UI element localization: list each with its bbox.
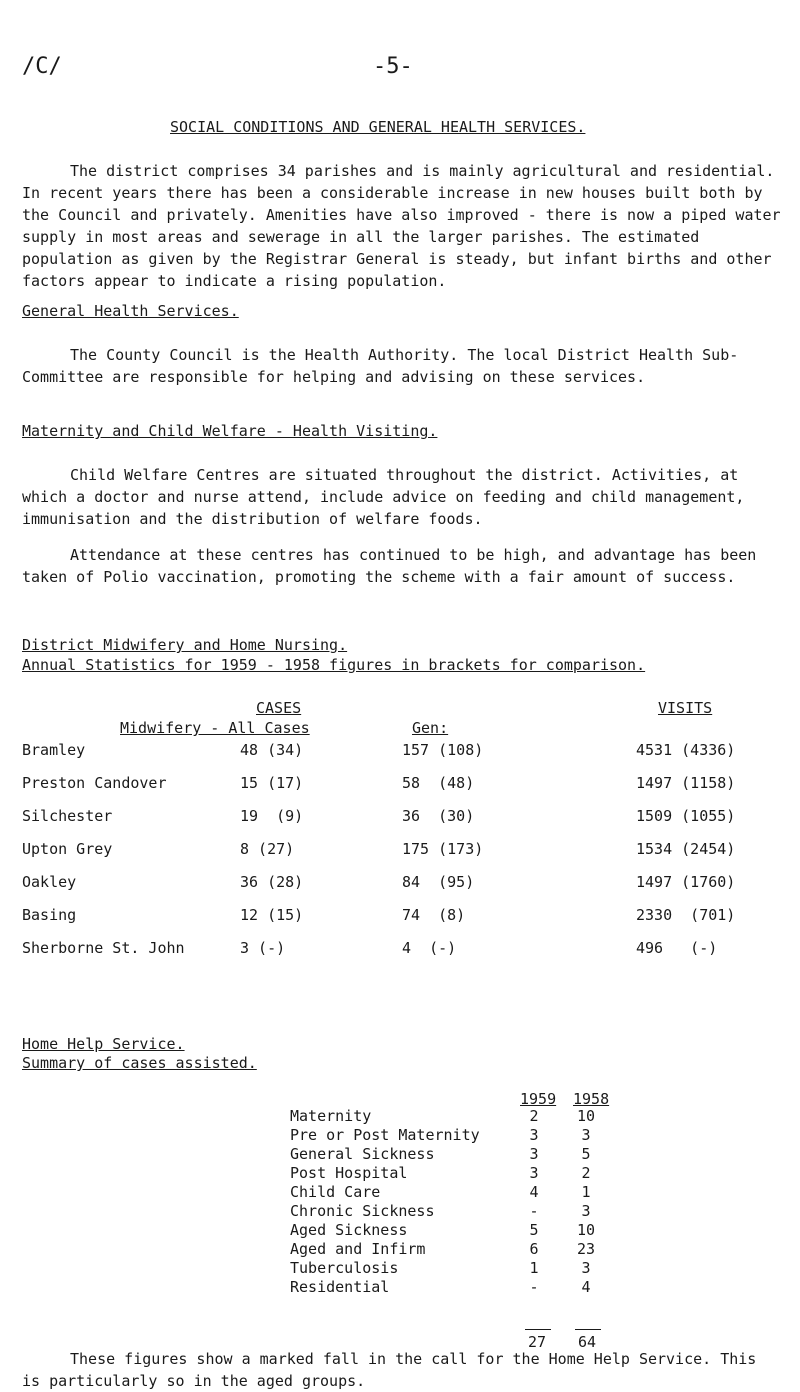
value-1959: 3 — [529, 1126, 539, 1144]
gen-value: 36 (30) — [402, 807, 475, 825]
home-help-row — [290, 1201, 591, 1221]
year-1959-header: 1959 — [520, 1090, 557, 1108]
maternity-paragraph-2: Attendance at these centres has continued to be high, and advantage has been taken of Polio vaccination, promoting the scheme with a fair amount of success. — [22, 546, 757, 586]
midwifery-row — [22, 807, 782, 829]
midwifery-heading: District Midwifery and Home Nursing. — [22, 636, 348, 654]
visits-value: 4531 (4336) — [636, 741, 736, 759]
total-rule-1958 — [575, 1329, 601, 1330]
value-1958: 10 — [576, 1107, 596, 1125]
visits-column-header: VISITS — [658, 699, 713, 717]
value-1958: 23 — [576, 1240, 596, 1258]
case-type: Child Care — [290, 1183, 381, 1201]
total-rule-1959 — [525, 1329, 551, 1330]
midwifery-value: 48 (34) — [240, 741, 304, 759]
midwifery-value: 15 (17) — [240, 774, 304, 792]
visits-value: 496 (-) — [636, 939, 718, 957]
case-type: Aged and Infirm — [290, 1240, 426, 1258]
case-type: Post Hospital — [290, 1164, 408, 1182]
value-1958: 4 — [581, 1278, 591, 1296]
case-type: Aged Sickness — [290, 1221, 408, 1239]
total-1958: 64 — [578, 1333, 597, 1351]
general-heading: General Health Services. — [22, 302, 239, 320]
gen-value: 84 (95) — [402, 873, 475, 891]
value-1959: 4 — [529, 1183, 539, 1201]
value-1958: 3 — [581, 1126, 591, 1144]
case-type: Chronic Sickness — [290, 1202, 435, 1220]
gen-value: 4 (-) — [402, 939, 457, 957]
home-help-row — [290, 1277, 591, 1297]
case-type: Residential — [290, 1278, 390, 1296]
value-1958: 1 — [581, 1183, 591, 1201]
midwifery-row — [22, 774, 782, 796]
value-1958: 3 — [581, 1259, 591, 1277]
parish-name: Oakley — [22, 873, 77, 891]
parish-name: Silchester — [22, 807, 113, 825]
midwifery-row — [22, 906, 782, 928]
home-help-row — [290, 1163, 591, 1183]
page-ref: /C/ — [22, 54, 62, 79]
midwifery-row — [22, 873, 782, 895]
maternity-heading: Maternity and Child Welfare - Health Visiting. — [22, 422, 438, 440]
visits-value: 1509 (1055) — [636, 807, 736, 825]
value-1958: 2 — [581, 1164, 591, 1182]
home-help-heading: Home Help Service. — [22, 1035, 185, 1053]
home-help-row — [290, 1258, 591, 1278]
general-paragraph: The County Council is the Health Authority. The local District Health Sub-Committee are responsible for helping and advising on these services. — [22, 346, 739, 386]
year-1958-header: 1958 — [573, 1090, 610, 1108]
parish-name: Bramley — [22, 741, 86, 759]
midwifery-value: 19 (9) — [240, 807, 304, 825]
midwifery-column-header: Midwifery - All Cases — [120, 719, 310, 737]
midwifery-row — [22, 840, 782, 862]
visits-value: 1497 (1760) — [636, 873, 736, 891]
home-help-row — [290, 1144, 591, 1164]
parish-name: Upton Grey — [22, 840, 113, 858]
gen-value: 157 (108) — [402, 741, 484, 759]
gen-column-header: Gen: — [412, 719, 449, 737]
value-1959: 3 — [529, 1145, 539, 1163]
gen-value: 175 (173) — [402, 840, 484, 858]
home-help-row — [290, 1106, 596, 1126]
home-help-row — [290, 1125, 591, 1145]
midwifery-value: 8 (27) — [240, 840, 295, 858]
value-1959: 6 — [529, 1240, 539, 1258]
gen-value: 58 (48) — [402, 774, 475, 792]
parish-name: Sherborne St. John — [22, 939, 185, 957]
case-type: Pre or Post Maternity — [290, 1126, 480, 1144]
value-1958: 3 — [581, 1202, 591, 1220]
midwifery-subheading: Annual Statistics for 1959 - 1958 figures in brackets for comparison. — [22, 656, 646, 674]
value-1959: - — [529, 1202, 539, 1220]
intro-paragraph: The district comprises 34 parishes and is mainly agricultural and residential. In recent years there has been a considerable increase in new houses built both by the Council and privately. Amenities have also improved - there is now a piped water supply in most areas and sewerage in all the larger parishes. The estimated population as given by the Registrar General is steady, but infant births and other factors appear to indicate a rising population. — [22, 162, 781, 290]
visits-value: 1497 (1158) — [636, 774, 736, 792]
cases-column-header: CASES — [256, 699, 302, 717]
home-help-row — [290, 1220, 596, 1240]
value-1958: 5 — [581, 1145, 591, 1163]
midwifery-value: 3 (-) — [240, 939, 286, 957]
midwifery-value: 36 (28) — [240, 873, 304, 891]
parish-name: Basing — [22, 906, 77, 924]
gen-value: 74 (8) — [402, 906, 466, 924]
case-type: Maternity — [290, 1107, 372, 1125]
home-help-subheading: Summary of cases assisted. — [22, 1054, 257, 1072]
case-type: General Sickness — [290, 1145, 435, 1163]
value-1959: 3 — [529, 1164, 539, 1182]
midwifery-value: 12 (15) — [240, 906, 304, 924]
parish-name: Preston Candover — [22, 774, 167, 792]
value-1959: 5 — [529, 1221, 539, 1239]
page-number: -5- — [373, 54, 413, 79]
value-1959: 2 — [529, 1107, 539, 1125]
home-help-row — [290, 1182, 591, 1202]
closing-paragraph: These figures show a marked fall in the call for the Home Help Service. This is particularly so in the aged groups. — [22, 1350, 757, 1390]
case-type: Tuberculosis — [290, 1259, 399, 1277]
total-1959: 27 — [528, 1333, 547, 1351]
value-1958: 10 — [576, 1221, 596, 1239]
page-title: SOCIAL CONDITIONS AND GENERAL HEALTH SERVICES. — [170, 118, 586, 136]
value-1959: - — [529, 1278, 539, 1296]
midwifery-row — [22, 939, 782, 961]
visits-value: 1534 (2454) — [636, 840, 736, 858]
visits-value: 2330 (701) — [636, 906, 736, 924]
value-1959: 1 — [529, 1259, 539, 1277]
maternity-paragraph-1: Child Welfare Centres are situated throughout the district. Activities, at which a doctor and nurse attend, include advice on feeding and child management, immunisation and the distribution of welfare foods. — [22, 466, 745, 528]
home-help-row — [290, 1239, 596, 1259]
midwifery-row — [22, 741, 782, 763]
